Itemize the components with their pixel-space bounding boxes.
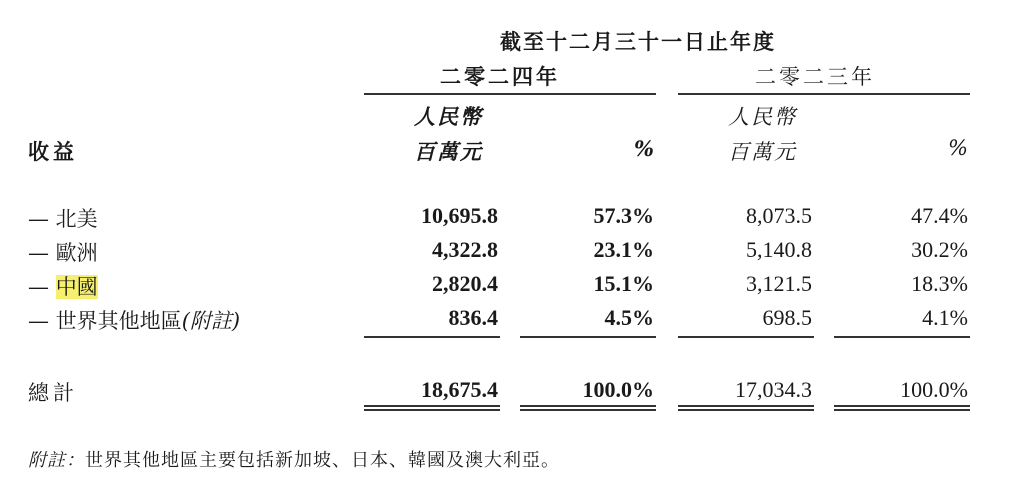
value-2024: 4,322.8 — [432, 237, 498, 262]
subtotal-rule — [364, 336, 500, 338]
row-label-prefix: — — [28, 275, 56, 299]
total-2023: 17,034.3 — [735, 377, 812, 402]
pct-2024: 4.5% — [604, 305, 654, 330]
value-2023: 3,121.5 — [746, 271, 812, 296]
period-header: 截至十二月三十一日止年度 — [500, 29, 776, 54]
row-label — [28, 271, 98, 301]
pct-2023-header: % — [948, 136, 968, 160]
highlighted-text: 中國 — [55, 275, 98, 299]
row-label-text: — 世界其他地區 — [28, 309, 182, 333]
value-2024: 10,695.8 — [421, 203, 498, 228]
header-rule-2024 — [364, 93, 656, 95]
pct-2024: 15.1% — [593, 271, 654, 296]
pct-2024: 57.3% — [593, 203, 654, 228]
year-2024-header: 二零二四年 — [440, 64, 560, 89]
total-pct-2023: 100.0% — [900, 377, 968, 402]
unit-2023-line1: 人民幣 — [728, 105, 797, 129]
unit-2024-line1: 人民幣 — [414, 104, 483, 129]
value-2023: 8,073.5 — [746, 203, 812, 228]
year-2023-header: 二零二三年 — [755, 65, 875, 89]
value-2023: 5,140.8 — [746, 237, 812, 262]
pct-2023: 30.2% — [911, 237, 968, 262]
pct-2024-header: % — [634, 136, 654, 161]
value-2024: 836.4 — [448, 305, 498, 330]
total-double-rule — [834, 405, 970, 411]
pct-2023: 47.4% — [911, 203, 968, 228]
row-label-note: (附註) — [181, 309, 241, 333]
unit-2023-line2: 百萬元 — [728, 140, 797, 164]
footnote-label: 附註： — [28, 450, 85, 471]
section-label-revenue: 收益 — [28, 139, 78, 164]
total-double-rule — [364, 405, 500, 411]
footnote-text: 世界其他地區主要包括新加坡、日本、韓國及澳大利亞。 — [85, 450, 560, 471]
unit-2024-line2: 百萬元 — [414, 139, 483, 164]
total-double-rule — [520, 405, 656, 411]
value-2024: 2,820.4 — [432, 271, 498, 296]
subtotal-rule — [520, 336, 656, 338]
footnote — [28, 446, 560, 472]
row-label — [28, 305, 240, 335]
total-2024: 18,675.4 — [421, 377, 498, 402]
subtotal-rule — [834, 336, 970, 338]
pct-2024: 23.1% — [593, 237, 654, 262]
total-double-rule — [678, 405, 814, 411]
value-2023: 698.5 — [762, 305, 812, 330]
total-label: 總計 — [28, 381, 78, 405]
row-label: — 歐洲 — [28, 241, 98, 265]
pct-2023: 18.3% — [911, 271, 968, 296]
subtotal-rule — [678, 336, 814, 338]
row-label: — 北美 — [28, 207, 98, 231]
pct-2023: 4.1% — [922, 305, 968, 330]
header-rule-2023 — [678, 93, 970, 95]
total-pct-2024: 100.0% — [582, 377, 654, 402]
